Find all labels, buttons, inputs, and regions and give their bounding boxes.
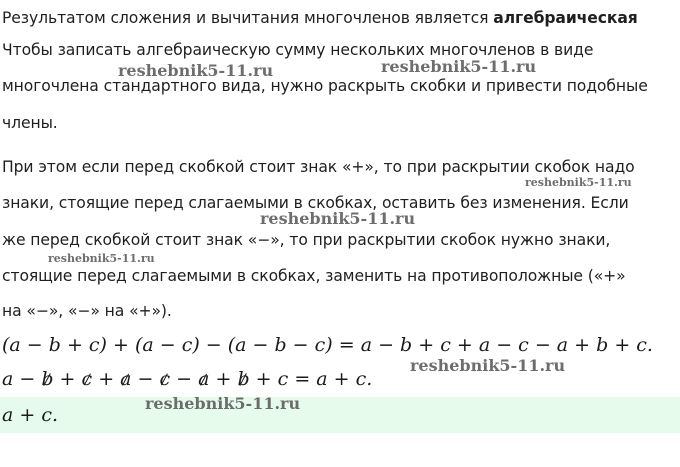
cancelled-term: c — [81, 368, 93, 390]
paragraph-1-line-1: Чтобы записать алгебраическую сумму нескольких многочленов в виде — [2, 41, 594, 59]
cancelled-term: c — [159, 368, 171, 390]
watermark: reshebnik5-11.ru — [145, 394, 301, 413]
paragraph-2-line-1: При этом если перед скобкой стоит знак «+», то при раскрытии скобок надо — [2, 158, 635, 176]
paragraph-1-line-3: члены. — [2, 114, 58, 132]
answer-formula: a + c. — [2, 404, 59, 426]
paragraph-2-line-2: знаки, стоящие перед слагаемыми в скобках, оставить без изменения. Если — [2, 194, 629, 212]
cancel-text: + — [209, 368, 238, 390]
watermark: reshebnik5-11.ru — [410, 356, 566, 375]
cancelled-term: a — [198, 368, 210, 390]
paragraph-2-line-5: на «−», «−» на «+»). — [2, 302, 172, 320]
cancel-text: − — [170, 368, 199, 390]
cancelled-term: b — [237, 368, 250, 390]
expansion-formula: (a − b + c) + (a − c) − (a − b − c) = a − b + c + a − c − a + b + c. — [2, 334, 653, 356]
watermark: reshebnik5-11.ru — [260, 209, 416, 228]
cancel-text: − — [131, 368, 160, 390]
cancellation-formula — [2, 367, 372, 391]
intro-text: Результатом сложения и вычитания многочленов является — [2, 9, 494, 27]
cancel-text: + — [92, 368, 121, 390]
paragraph-2-line-3: же перед скобкой стоит знак «−», то при раскрытии скобок нужно знаки, — [2, 231, 611, 249]
watermark: reshebnik5-11.ru — [48, 252, 155, 265]
paragraph-1-line-2: многочлена стандартного вида, нужно раскрыть скобки и привести подобные — [2, 77, 648, 95]
cancel-text: + c = a + c. — [249, 368, 373, 390]
paragraph-2-line-4: стоящие перед слагаемыми в скобках, заменить на противоположные («+» — [2, 267, 626, 285]
cancelled-term: a — [120, 368, 132, 390]
cancel-text: a − — [2, 368, 42, 390]
intro-line — [2, 8, 638, 28]
watermark: reshebnik5-11.ru — [381, 57, 537, 76]
cancelled-term: b — [41, 368, 54, 390]
cancel-text: + — [53, 368, 82, 390]
watermark: reshebnik5-11.ru — [118, 61, 274, 80]
intro-bold-term: алгебраическая — [493, 9, 638, 27]
watermark: reshebnik5-11.ru — [525, 176, 632, 189]
answer-box — [0, 394, 680, 433]
